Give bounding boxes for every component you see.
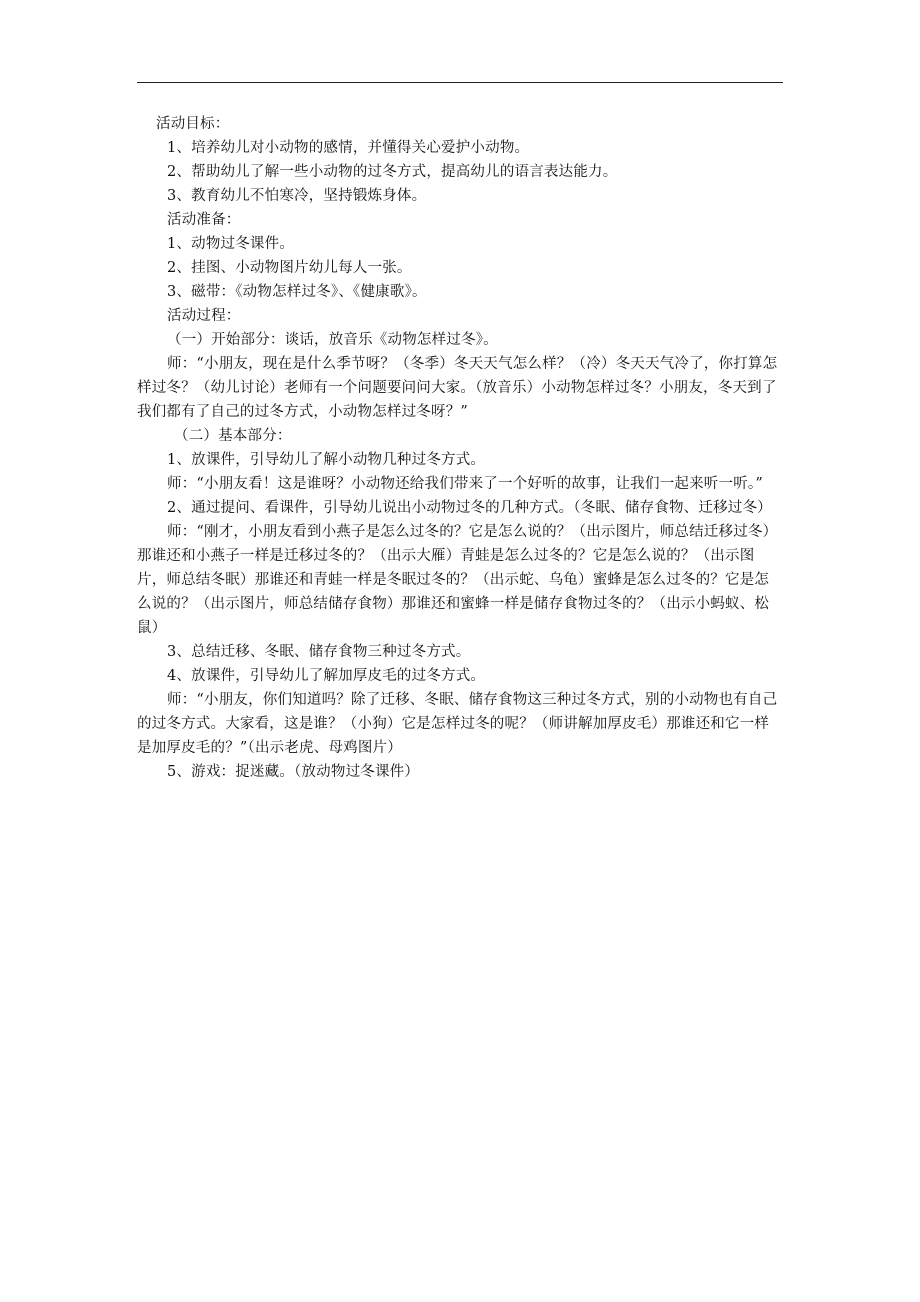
process-part-2-title: （二）基本部分：	[174, 428, 292, 444]
section-heading-goals: 活动目标：	[156, 116, 230, 132]
preparation-item-1: 1、动物过冬课件。	[167, 236, 295, 252]
process-part-1-title: （一）开始部分：谈话，放音乐《动物怎样过冬》。	[167, 332, 498, 348]
document-body	[137, 112, 783, 784]
preparation-item-3: 3、磁带：《动物怎样过冬》、《健康歌》。	[167, 284, 427, 300]
goal-item-1: 1、培养幼儿对小动物的感情，并懂得关心爱护小动物。	[167, 140, 530, 156]
header-rule	[137, 82, 783, 83]
process-step-4: 4、放课件，引导幼儿了解加厚皮毛的过冬方式。	[167, 668, 486, 684]
process-step-3: 3、总结迁移、冬眠、储存食物三种过冬方式。	[167, 644, 471, 660]
goal-item-2: 2、帮助幼儿了解一些小动物的过冬方式，提高幼儿的语言表达能力。	[167, 164, 618, 180]
process-dialogue-1: 师：“小朋友，现在是什么季节呀？（冬季）冬天天气怎么样？（冷）冬天天气冷了，你打算怎样过冬？（幼儿讨论）老师有一个问题要问问大家。（放音乐）小动物怎样过冬？小朋友，冬天到了我们都有了自己的过冬方式，小动物怎样过冬呀？”	[137, 356, 778, 420]
process-step-5: 5、游戏：捉迷藏。（放动物过冬课件）	[167, 764, 420, 780]
section-heading-preparation: 活动准备：	[167, 212, 241, 228]
process-dialogue-4: 师：“小朋友，你们知道吗？除了迁移、冬眠、储存食物这三种过冬方式，别的小动物也有自己的过冬方式。大家看，这是谁？（小狗）它是怎样过冬的呢？（师讲解加厚皮毛）那谁还和它一样是加厚皮毛的？”（出示老虎、母鸡图片）	[137, 692, 778, 756]
preparation-item-2: 2、挂图、小动物图片幼儿每人一张。	[167, 260, 412, 276]
process-dialogue-2: 师：“小朋友看！这是谁呀？小动物还给我们带来了一个好听的故事，让我们一起来听一听。”	[167, 476, 763, 492]
section-heading-process: 活动过程：	[167, 308, 241, 324]
process-step-2: 2、通过提问、看课件，引导幼儿说出小动物过冬的几种方式。（冬眠、储存食物、迁移过冬）	[167, 500, 772, 516]
process-step-1: 1、放课件，引导幼儿了解小动物几种过冬方式。	[167, 452, 486, 468]
process-dialogue-3: 师：“刚才，小朋友看到小燕子是怎么过冬的？它是怎么说的？（出示图片，师总结迁移过冬）那谁还和小燕子一样是迁移过冬的？（出示大雁）青蛙是怎么过冬的？它是怎么说的？（出示图片，师总结冬眠）那谁还和青蛙一样是冬眠过冬的？（出示蛇、乌龟）蜜蜂是怎么过冬的？它是怎么说的？（出示图片，师总结储存食物）那谁还和蜜蜂一样是储存食物过冬的？（出示小蚂蚁、松鼠）	[137, 524, 778, 636]
goal-item-3: 3、教育幼儿不怕寒冷，坚持锻炼身体。	[167, 188, 427, 204]
